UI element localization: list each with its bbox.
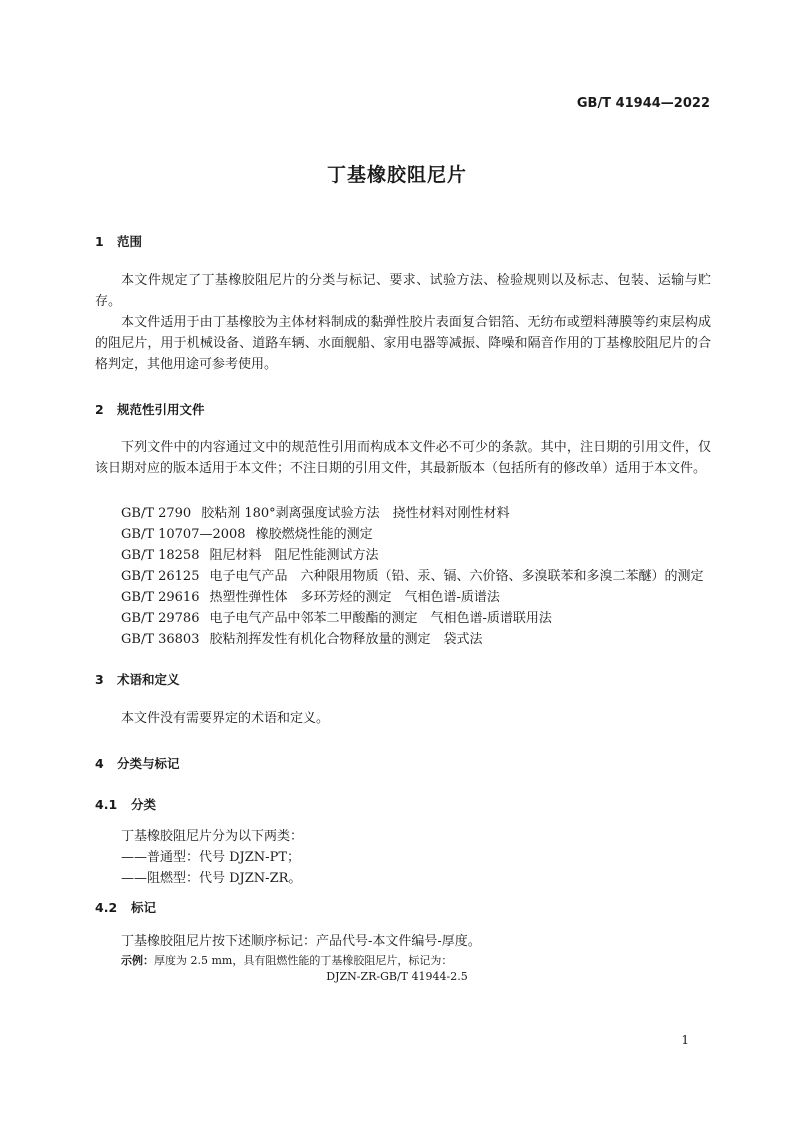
reference-item <box>121 523 373 542</box>
reference-title: 胶粘剂 180°剥离强度试验方法 挠性材料对刚性材料 <box>201 506 510 521</box>
reference-title: 电子电气产品 六种限用物质（铅、汞、镉、六价铬、多溴联苯和多溴二苯醚）的测定 <box>209 569 704 584</box>
classification-intro: 丁基橡胶阻尼片分为以下两类： <box>121 829 304 844</box>
reference-title: 橡胶燃烧性能的测定 <box>255 527 373 542</box>
example-label: 示例： <box>121 954 154 967</box>
reference-title: 电子电气产品中邻苯二甲酸酯的测定 气相色谱-质谱联用法 <box>209 611 552 626</box>
section-number: 1 <box>95 234 104 249</box>
reference-item <box>121 502 510 521</box>
reference-item <box>121 628 483 647</box>
section-title: 分类与标记 <box>117 756 180 771</box>
reference-code: GB/T 2790 <box>121 506 192 521</box>
reference-code: GB/T 26125 <box>121 569 200 584</box>
subsection-number: 4.1 <box>95 797 118 812</box>
section-title: 规范性引用文件 <box>117 402 205 417</box>
reference-item <box>121 544 379 563</box>
reference-code: GB/T 18258 <box>121 548 200 563</box>
subsection-title: 标记 <box>131 900 157 915</box>
subsection-4-2-heading <box>95 898 156 916</box>
subsection-title: 分类 <box>131 797 157 812</box>
reference-code: GB/T 10707—2008 <box>121 527 246 542</box>
reference-code: GB/T 36803 <box>121 632 200 647</box>
reference-title: 阻尼材料 阻尼性能测试方法 <box>209 548 379 563</box>
scope-paragraph-1: 本文件规定了丁基橡胶阻尼片的分类与标记、要求、试验方法、检验规则以及标志、包装、运输与贮存。 <box>95 273 711 309</box>
reference-title: 热塑性弹性体 多环芳烃的测定 气相色谱-质谱法 <box>209 590 500 605</box>
document-title: 丁基橡胶阻尼片 <box>326 164 467 186</box>
reference-title: 胶粘剂挥发性有机化合物释放量的测定 袋式法 <box>209 632 483 647</box>
reference-code: GB/T 29786 <box>121 611 200 626</box>
section-3-heading <box>95 670 180 688</box>
reference-item <box>121 607 552 626</box>
section-title: 术语和定义 <box>117 672 180 687</box>
section-number: 3 <box>95 672 104 687</box>
example-marking-code: DJZN-ZR-GB/T 41944-2.5 <box>326 970 468 983</box>
reference-item <box>121 565 704 584</box>
scope-paragraph-2: 本文件适用于由丁基橡胶为主体材料制成的黏弹性胶片表面复合铝箔、无纺布或塑料薄膜等约束层构成的阻尼片，用于机械设备、道路车辆、水面舰船、家用电器等减振、降噪和隔音作用的丁基橡胶阻尼片的合格判定，其他用途可参考使用。 <box>95 315 711 372</box>
reference-code: GB/T 29616 <box>121 590 200 605</box>
reference-item <box>121 586 500 605</box>
classification-item: ——阻燃型：代号 DJZN-ZR。 <box>121 871 302 886</box>
marking-example <box>121 952 452 968</box>
section-title: 范围 <box>117 234 143 249</box>
section-4-heading <box>95 754 180 772</box>
terms-paragraph: 本文件没有需要界定的术语和定义。 <box>121 711 330 726</box>
section-2-heading <box>95 400 205 418</box>
subsection-number: 4.2 <box>95 900 118 915</box>
references-intro-paragraph: 下列文件中的内容通过文中的规范性引用而构成本文件必不可少的条款。其中，注日期的引用文件，仅该日期对应的版本适用于本文件；不注日期的引用文件，其最新版本（包括所有的修改单）适用于本文件。 <box>95 440 711 476</box>
page-number: 1 <box>681 1033 689 1047</box>
section-number: 2 <box>95 402 104 417</box>
subsection-4-1-heading <box>95 795 156 813</box>
section-1-heading <box>95 232 142 250</box>
classification-item: ——普通型：代号 DJZN-PT； <box>121 850 300 865</box>
example-text: 厚度为 2.5 mm，具有阻燃性能的丁基橡胶阻尼片，标记为： <box>154 954 453 967</box>
section-number: 4 <box>95 756 104 771</box>
marking-intro: 丁基橡胶阻尼片按下述顺序标记：产品代号-本文件编号-厚度。 <box>121 934 481 949</box>
standard-number: GB/T 41944—2022 <box>576 96 710 111</box>
